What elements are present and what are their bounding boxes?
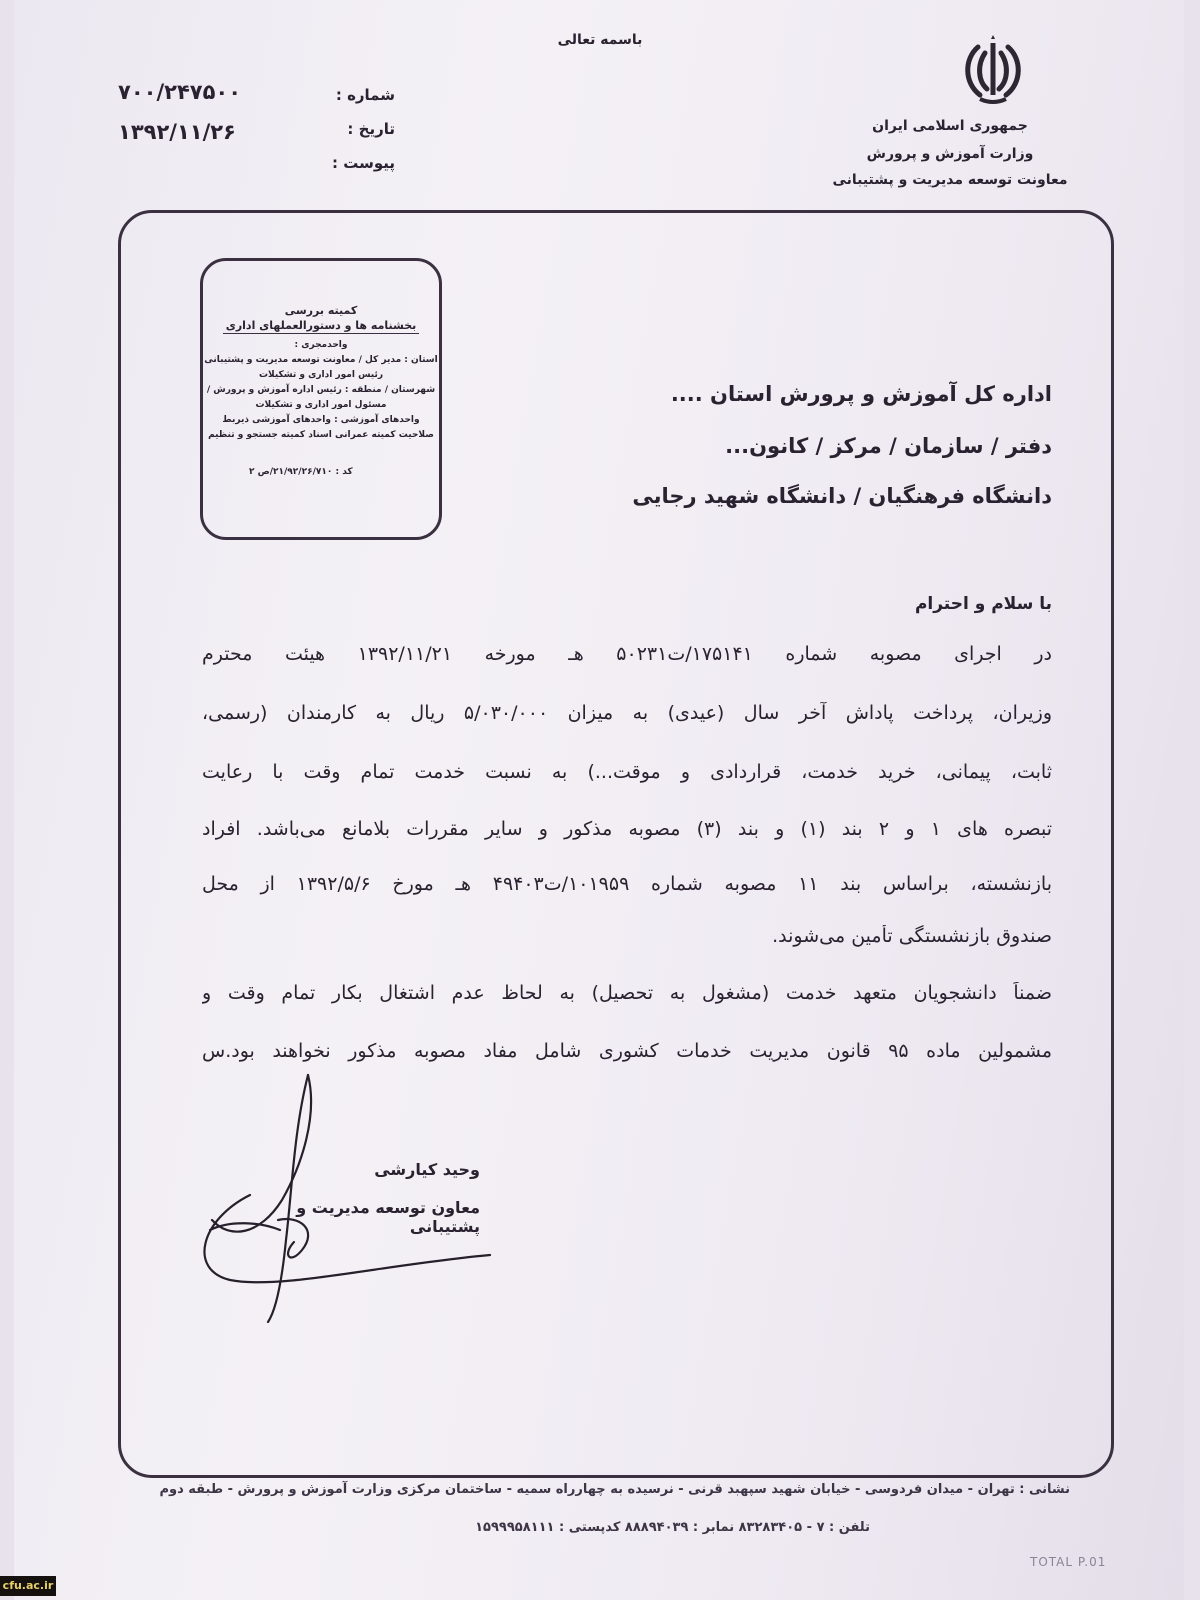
- date-label: تاریخ :: [347, 120, 395, 138]
- number-label: شماره :: [335, 86, 395, 104]
- stamp-line: شهرستان / منطقه : رئیس اداره آموزش و پرورش /: [206, 385, 436, 395]
- signatory-title: معاون توسعه مدیریت و پشتیبانی: [296, 1198, 480, 1236]
- stamp-line: رئیس امور اداری و تشکیلات: [258, 370, 384, 380]
- body-line: ثابت، پیمانی، خرید خدمت، قراردادی و موقت...) به نسبت خدمت تمام وقت با رعایت: [202, 761, 1052, 783]
- body-line: ضمناً دانشجویان متعهد خدمت (مشغول به تحصیل) به لحاظ عدم اشتغال بکار تمام وقت و: [202, 982, 1052, 1004]
- signatory-name: وحید کیارشی: [374, 1160, 480, 1179]
- body-line: مشمولین ماده ۹۵ قانون مدیریت خدمات کشوری شامل مفاد مصوبه مذکور نخواهند بود.س: [202, 1040, 1052, 1062]
- addressee-line: دفتر / سازمان / مرکز / کانون...: [725, 434, 1052, 458]
- stamp-subtitle: بخشنامه ها و دستورالعملهای اداری: [223, 318, 419, 334]
- stamp-line: مسئول امور اداری و تشکیلات: [255, 400, 387, 410]
- stamp-line: واحدمجری :: [294, 340, 348, 350]
- iran-emblem-logo: [958, 35, 1028, 107]
- org-name-department: معاونت توسعه مدیریت و پشتیبانی: [832, 172, 1068, 188]
- attachment-label: پیوست :: [331, 154, 395, 172]
- body-line: صندوق بازنشستگی تأمین می‌شوند.: [772, 925, 1052, 947]
- footer-address: نشانی : تهران - میدان فردوسی - خیابان شهید سپهبد قرنی - نرسیده به چهارراه سمیه - ساختمان مرکزی وزارت آموزش و پرورش - طبقه دوم: [159, 1482, 1070, 1497]
- stamp-line: استان : مدیر کل / معاونت توسعه مدیریت و پشتیبانی: [204, 355, 438, 365]
- invocation-text: باسمه تعالی: [557, 32, 643, 48]
- fax-page-mark: TOTAL P.01: [1030, 1555, 1107, 1569]
- letter-date: ۱۳۹۲/۱۱/۲۶: [118, 120, 236, 144]
- stamp-title: کمیته بررسی: [284, 304, 358, 317]
- body-line: در اجرای مصوبه شماره ۱۷۵۱۴۱/ت۵۰۲۳۱ هـ مورخه ۱۳۹۲/۱۱/۲۱ هیئت محترم: [202, 643, 1052, 665]
- body-line: تبصره های ۱ و ۲ بند (۱) و بند (۳) مصوبه مذکور و سایر مقررات بلامانع می‌باشد. افراد: [202, 818, 1052, 840]
- footer-contact: تلفن : ۷ - ۸۳۲۸۳۴۰۵ نمابر : ۸۸۸۹۴۰۳۹ کدپستی : ۱۵۹۹۹۵۸۱۱۱: [475, 1520, 870, 1535]
- body-line: بازنشسته، براساس بند ۱۱ مصوبه شماره ۱۰۱۹۵۹/ت۴۹۴۰۳ هـ مورخ ۱۳۹۲/۵/۶ از محل: [202, 873, 1052, 895]
- stamp-line: صلاحیت کمیته عمرانی اسناد کمیته جستجو و تنظیم: [208, 430, 434, 440]
- org-name-ministry: وزارت آموزش و پرورش: [866, 146, 1034, 162]
- org-name-country: جمهوری اسلامی ایران: [872, 118, 1028, 134]
- stamp-line: واحدهای آموزشی : واحدهای آموزشی ذیربط: [222, 415, 420, 425]
- addressee-line: اداره کل آموزش و پرورش استان ....: [670, 382, 1052, 406]
- addressee-line: دانشگاه فرهنگیان / دانشگاه شهید رجایی: [632, 484, 1052, 508]
- review-committee-stamp: [200, 258, 442, 540]
- stamp-code: کد : ۲۱/۹۲/۲۶/۷۱۰/ص ۲: [249, 467, 353, 477]
- letter-number: ۷۰۰/۲۴۷۵۰۰: [118, 80, 242, 104]
- site-watermark: cfu.ac.ir: [0, 1576, 56, 1596]
- body-line: وزیران، پرداخت پاداش آخر سال (عیدی) به میزان ۵/۰۳۰/۰۰۰ ریال به کارمندان (رسمی،: [202, 702, 1052, 724]
- greeting: با سلام و احترام: [914, 594, 1052, 614]
